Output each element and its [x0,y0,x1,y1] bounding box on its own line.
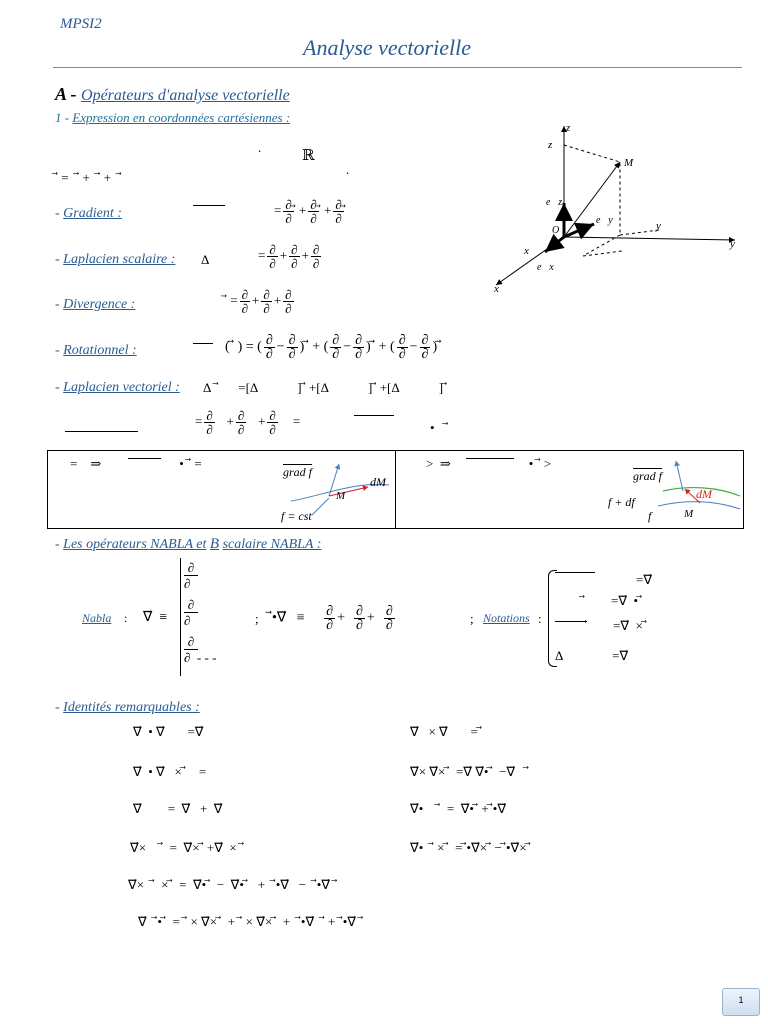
right-level-curve-sketch [608,451,742,527]
nabla-definition: ∇⃗ ≡ [143,610,168,625]
identity-3: ∇⃗ • ∇⃗ × ⃗ = [133,764,207,779]
page-number-badge: 1 [722,988,760,1016]
header-divider [53,67,742,68]
gradient-label: - Gradient : [55,206,122,221]
left-condition: = ⇒ • ⃗ = [70,456,202,471]
notation-div: ⃗ =∇⃗ • ⃗ [585,593,643,608]
z-label: z [548,139,553,151]
laplacien-vectoriel-formula: Δ ⃗ =[Δ ] ⃗ +[Δ ] ⃗ +[Δ ] ⃗ [203,380,448,395]
nabla-section-heading: - Les opérateurs NABLA et B scalaire NABLA : [55,536,322,552]
right-m-label: M [684,508,694,520]
subsection-1-title: Expression en coordonnées cartésiennes : [72,110,291,125]
right-fdf-label: f + df [608,495,635,509]
gradient-illustration-box [47,450,744,529]
left-dm-label: dM⃗ [370,475,396,489]
dm-arrow [329,487,368,496]
projection-lines [564,145,659,256]
course-label: MPSI2 [60,16,102,32]
identity-10: ∇⃗ ⃗• ⃗ = ⃗ × ∇⃗× ⃗ + ⃗ × ∇⃗× ⃗ + ⃗•∇⃗ ⃗ + ⃗•∇⃗ ⃗ [138,914,364,929]
ey-label: e⃗y [596,215,613,226]
identity-1: ∇⃗ • ∇⃗ =∇⃗ [133,724,204,739]
nabla-label-colon: : [124,611,128,625]
laplacien-scalaire-formula: = $\frac{\partial}{\partial}$ + $\frac{\partial}{\partial}$ + $\frac{\partial}{\partial}$ [258,242,320,271]
differential-formula: = $\frac{\partial}{\partial}$ + $\frac{\partial}{\partial}$ + $\frac{\partial}{\partial}$ = [195,408,301,437]
grad-arrow-right [676,461,683,491]
notation-rot: ⃗ =∇⃗ × ⃗ [587,618,647,633]
ex-vector [545,237,564,252]
notations-label: Notations [483,611,530,625]
rotationnel-label: - Rotationnel : [55,343,137,358]
subsection-1-num: 1 - [55,110,70,125]
m-label: M [624,157,634,169]
laplacien-scalaire-label: - Laplacien scalaire : [55,252,176,267]
semicolon: ; [255,611,259,626]
z-label-top: z [566,122,571,134]
dot-mark: . [258,140,262,155]
identity-5: ∇⃗ = ∇⃗ + ∇⃗ [133,801,223,816]
scalar-nabla-definition: ⃗•∇⃗ ≡ $\frac{\partial}{\partial}$ + $\frac{\partial}{\partial}$ + $\frac{\partial}{\partial}$ [272,604,393,633]
rotationnel-formula: ( ⃗ ) = ( $\frac{\partial}{\partial}$ − $\frac{\partial}{\partial}$ ) ⃗ + ( $\frac{\partial}{\partial}$ − $\frac{\partial}{\partial}$ ) ⃗ + ( $\frac{\partial}{\partial}$ − $\frac{\partial}{\partial}$ ) ⃗ [225,333,442,362]
right-f-label: f [648,509,652,523]
cartesian-axes-figure [490,120,750,295]
right-dm-label: dM⃗ [696,487,722,501]
identity-7: ∇⃗× ⃗ = ∇⃗× ⃗ +∇⃗ × ⃗ [130,840,245,855]
identity-6: ∇⃗• ⃗ = ∇⃗• ⃗ + ⃗•∇⃗ [410,801,507,816]
gradient-formula: = $\frac{\partial}{\partial}$ ⃗ + $\frac{\partial}{\partial}$ ⃗ + $\frac{\partial}{\partial}$ [274,197,342,226]
laplacien-vectoriel-label: - Laplacien vectoriel : [55,380,180,395]
divergence-label: - Divergence : [55,297,136,312]
y-axis [564,237,735,240]
ez-label: e⃗z [546,197,563,208]
right-grad-label: grad f [633,469,663,483]
delta-symbol: Δ [201,252,210,267]
identity-9: ∇⃗× ⃗ × ⃗ = ∇⃗• ⃗ − ∇⃗• ⃗ + ⃗•∇⃗ − ⃗•∇⃗ ⃗ [128,877,338,892]
nabla-components: ∂ ∂ ∂ ∂ ∂ ∂ - - - [184,560,217,665]
identity-2: ∇⃗ × ∇⃗ = ⃗ [410,724,482,739]
right-condition: > ⇒ • ⃗ > [426,456,552,471]
left-grad-label: grad f [283,465,313,479]
identities-heading: - Identités remarquables : [55,700,200,715]
cst-pointer [312,498,329,515]
y-label-end: y [730,238,735,250]
identity-4: ∇⃗× ∇⃗× ⃗ =∇⃗ ∇⃗• ⃗ −∇⃗ ⃗ [410,764,530,779]
notation-grad: =∇⃗ [636,572,653,587]
differential-underline [65,431,138,432]
section-a-title: Opérateurs d'analyse vectorielle [81,87,290,104]
reals-symbol: ℝ [302,148,315,164]
rot-overline [193,343,213,344]
ex-label: e⃗x [537,262,554,273]
section-a-heading [55,84,290,105]
x-label: x [524,245,529,257]
x-label-end: x [494,283,499,295]
page-title: Analyse vectorielle [303,35,471,60]
section-a-letter: A - [55,84,77,104]
left-fcst-label: f = cst [281,509,312,523]
semicolon-2: ; [470,611,474,626]
nabla-label: Nabla [82,611,112,625]
left-m-label: M [336,490,346,502]
dot-mark: . [346,162,350,177]
identity-8: ∇⃗• ⃗ × ⃗ = ⃗•∇⃗× ⃗ − ⃗•∇⃗× ⃗ [410,840,531,855]
nabla-column-bracket [180,558,181,676]
o-label: O [552,225,560,236]
b-vector-label: B [209,536,220,552]
position-vector-eq: ⃗ = ⃗ + ⃗ + ⃗ [58,170,122,185]
y-label: y [656,220,661,232]
subsection-1-heading [55,110,290,126]
level-curve-f [658,502,740,509]
notation-laplacian: Δ =∇⃗ [555,648,629,663]
grad-overline [193,205,225,206]
dot-product-mark: • ⃗ [430,420,449,435]
divergence-formula: ⃗ = $\frac{\partial}{\partial}$ + $\frac{\partial}{\partial}$ + $\frac{\partial}{\partial}$ [227,287,292,316]
grad-overline-2 [354,415,394,416]
notations-colon: : [538,611,542,626]
